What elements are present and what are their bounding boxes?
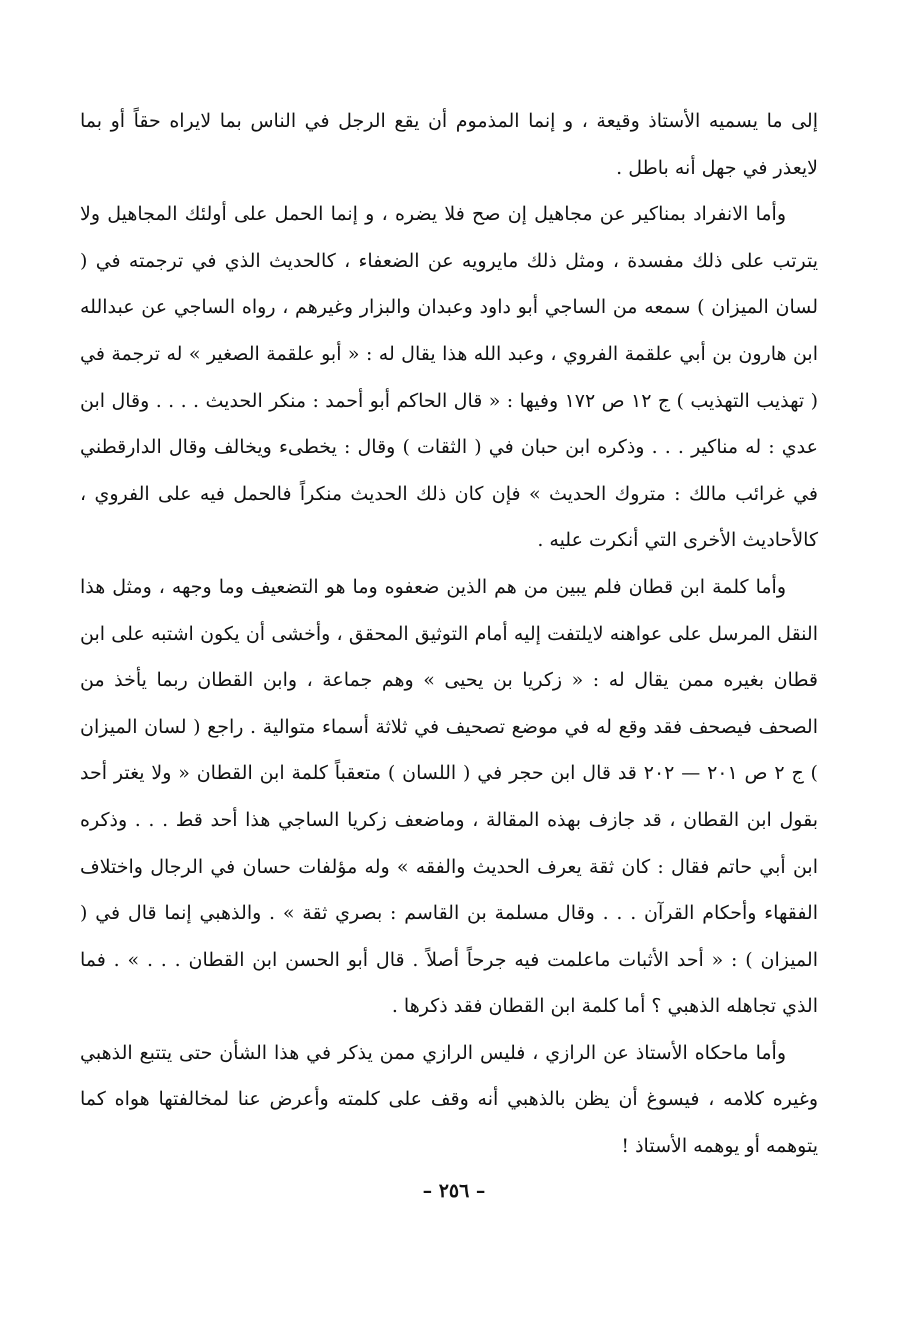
paragraph-continuation: إلى ما يسميه الأستاذ وقيعة ، و إنما المذموم أن يقع الرجل في الناس بما لايراه حقاً أو بما لايعذر في جهل أنه باطل . — [80, 110, 818, 179]
paragraph-razi: وأما ماحكاه الأستاذ عن الرازي ، فليس الرازي ممن يذكر في هذا الشأن حتى يتتبع الذهبي وغيره كلامه ، فيسوغ أن يظن بالذهبي أنه وقف على كلمته وأعرض عنا لمخالفتها هواه كما يتوهمه أو يوهمه الأستاذ ! — [80, 1041, 818, 1158]
body-text — [80, 98, 818, 1170]
paragraph-ibn-qattan: وأما كلمة ابن قطان فلم يبين من هم الذين ضعفوه وما هو التضعيف وما وجهه ، ومثل هذا النقل المرسل على عواهنه لايلتفت إليه أمام التوثيق المحقق ، وأخشى أن يكون اشتبه على ابن قطان بغيره ممن يقال له : « زكريا بن يحيى » وهم جماعة ، وابن القطان ربما يأخذ من الصحف فيصحف فقد وقع له في موضع تصحيف في ثلاثة أسماء متوالية . راجع ( لسان الميزان ) ج ٢ ص ٢٠١ — ٢٠٢ قد قال ابن حجر في ( اللسان ) متعقباً كلمة ابن القطان « ولا يغتر أحد بقول ابن القطان ، قد جازف بهذه المقالة ، وماضعف زكريا الساجي هذا أحد قط . . . وذكره ابن أبي حاتم فقال : كان ثقة يعرف الحديث والفقه » وله مؤلفات حسان في الرجال واختلاف الفقهاء وأحكام القرآن . . . وقال مسلمة بن القاسم : بصري ثقة » . والذهبي إنما قال في ( الميزان ) : « أحد الأثبات ماعلمت فيه جرحاً أصلاً . قال أبو الحسن ابن القطان . . . » . فما الذي تجاهله الذهبي ؟ أما كلمة ابن القطان فقد ذكرها . — [80, 575, 818, 1018]
page-number: – ٢٥٦ – — [422, 1180, 486, 1202]
paragraph-narrations: وأما الانفراد بمناكير عن مجاهيل إن صح فلا يضره ، و إنما الحمل على أولئك المجاهيل ولا يترتب على ذلك مفسدة ، ومثل ذلك مايرويه عن الضعفاء ، كالحديث الذي في ترجمته في ( لسان الميزان ) سمعه من الساجي أبو داود وعبدان والبزار وغيرهم ، رواه الساجي عن عبدالله ابن هارون بن أبي علقمة الفروي ، وعبد الله هذا يقال له : « أبو علقمة الصغير » له ترجمة في ( تهذيب التهذيب ) ج ١٢ ص ١٧٢ وفيها : « قال الحاكم أبو أحمد : منكر الحديث . . . . وقال ابن عدي : له مناكير . . . وذكره ابن حبان في ( الثقات ) وقال : يخطىء ويخالف وقال الدارقطني في غرائب مالك : متروك الحديث » فإن كان ذلك الحديث منكراً فالحمل فيه على الفروي ، كالأحاديث الأخرى التي أنكرت عليه . — [80, 203, 818, 552]
